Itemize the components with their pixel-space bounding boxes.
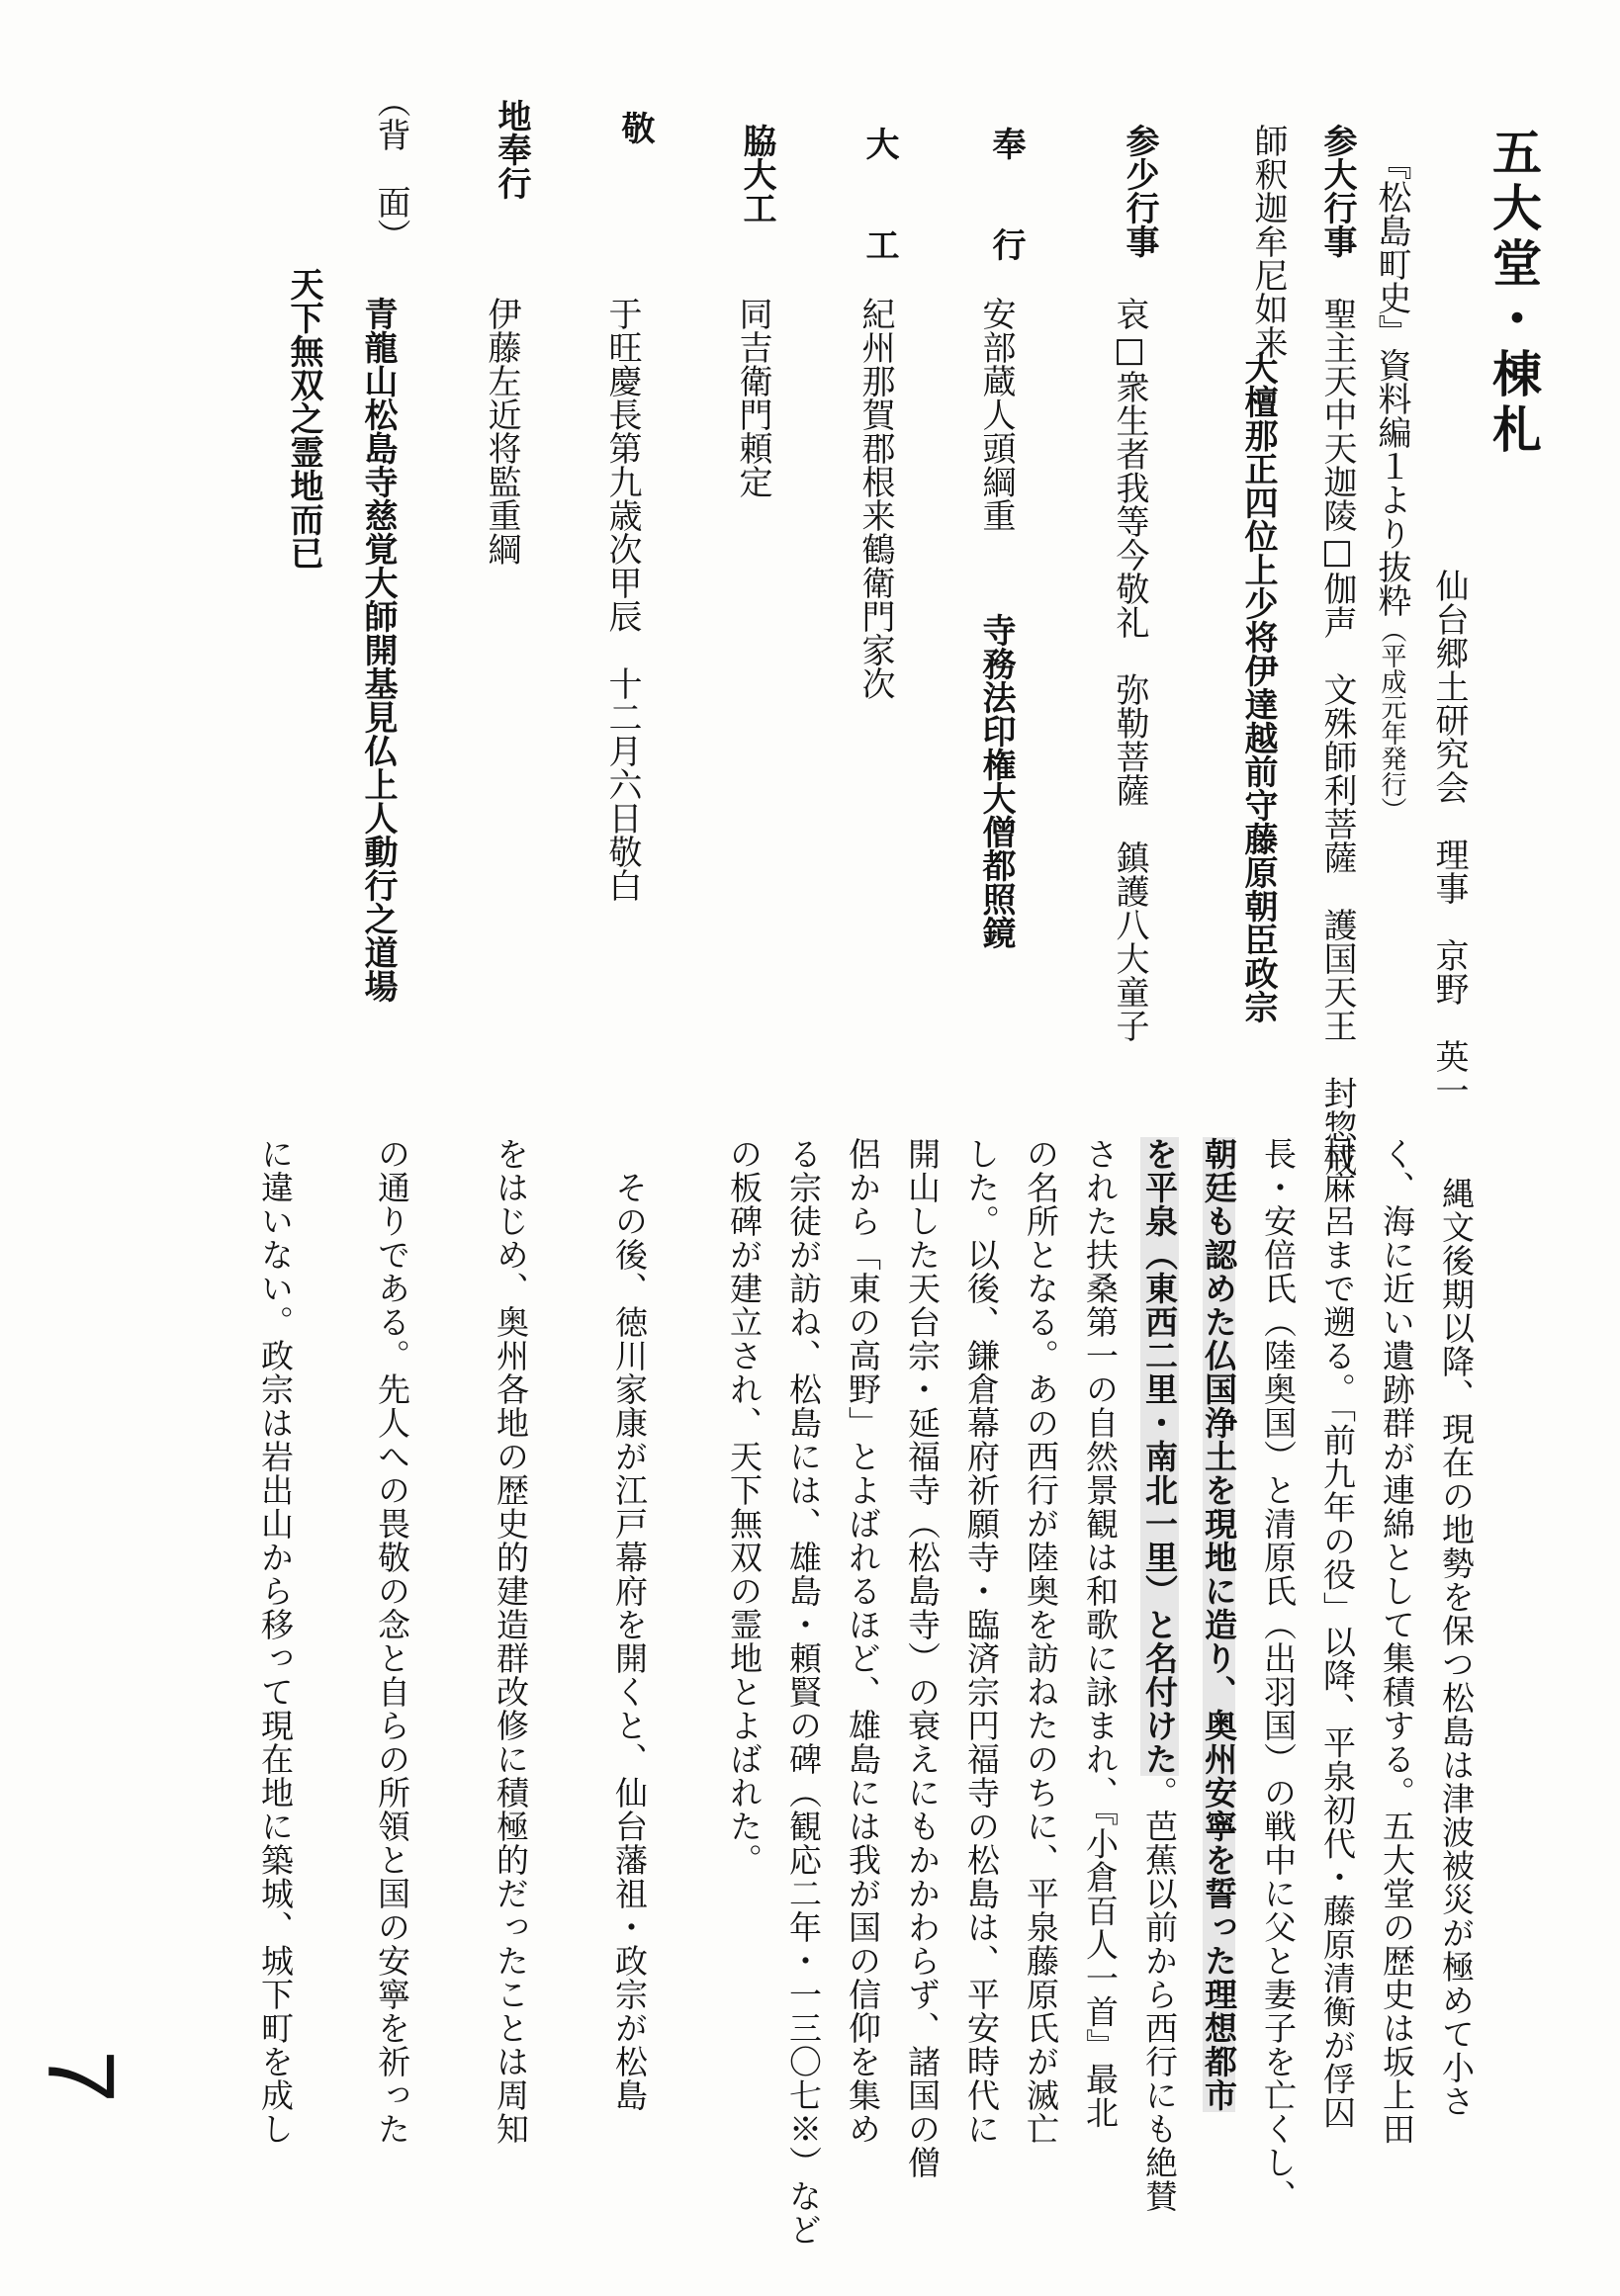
munafuda-label: 大 工 (859, 127, 899, 261)
essay-line: 開山した天台宗・延福寺（松島寺）の衰えにもかかわらず、諸国の僧 (903, 1137, 942, 2179)
source-line (1372, 146, 1411, 823)
munafuda-label: 脇大工 (737, 124, 776, 224)
munafuda-value: 大檀那正四位上少将伊達越前守藤原朝臣政宗 (1238, 351, 1278, 1023)
munafuda-label: 敬 (615, 111, 655, 144)
essay-line: 縄文後期以降、現在の地勢を保つ松島は津波被災が極めて小さ (1437, 1177, 1476, 2118)
essay-line: く、海に近い遺跡群が連綿として集積する。五大堂の歴史は坂上田 (1378, 1137, 1416, 2146)
munafuda-label: 師釈迦牟尼如来 (1248, 124, 1288, 359)
munafuda-label: 地奉行 (492, 99, 531, 200)
munafuda-value: 青龍山松島寺慈覚大師開基見仏上人動行之道場 (358, 297, 398, 1003)
essay-line: の板碑が建立され、天下無双の霊地とよばれた。 (725, 1137, 764, 1877)
munafuda-value: 紀州那賀郡根来鶴衛門家次 (855, 297, 895, 700)
essay-line-highlight: 朝廷も認めた仏国浄土を現地に造り、奥州安寧を誓った理想都市 (1200, 1137, 1238, 2112)
munafuda-value: 聖主天中天迦陵□伽声 文殊師利菩薩 護国天王 封惣戒 (1317, 297, 1357, 1177)
essay-line: る宗徒が訪ね、松島には、雄島・頼賢の碑（観応二年・一三〇七※）など (784, 1137, 823, 2247)
essay-line: 侶から「東の高野」とよばれるほど、雄島には我が国の信仰を集め (844, 1137, 882, 2146)
essay-line: その後、徳川家康が江戸幕府を開くと、仙台藩祖・政宗が松島 (610, 1137, 649, 2112)
essay-line: をはじめ、奥州各地の歴史的建造群改修に積極的だったことは周知 (492, 1137, 530, 2146)
essay-line: の名所となる。あの西行が陸奥を訪ねたのちに、平泉藤原氏が滅亡 (1022, 1137, 1060, 2146)
essay-line: の通りである。先人への畏敬の念と自らの所領と国の安寧を祈った (373, 1137, 411, 2146)
page-title: 五大堂・棟札 (1485, 127, 1543, 459)
essay-line: に違いない。政宗は岩出山から移って現在地に築城、城下町を成し (256, 1137, 295, 2146)
essay-text: 。芭蕉以前から西行にも絶賛 (1140, 1776, 1179, 2213)
munafuda-label: （背 面） (371, 84, 410, 252)
page-number: 7 (28, 2050, 135, 2103)
munafuda-value: 安部蔵人頭綱重 (976, 297, 1016, 532)
munafuda-value: 同吉衛門頼定 (733, 297, 772, 498)
munafuda-value: 于旺慶長第九歳次甲辰 十二月六日敬白 (602, 297, 642, 902)
munafuda-value: 天下無双之霊地而已 (284, 267, 323, 570)
source-title: 『松島町史』資料編１より抜粋 (1372, 146, 1411, 617)
essay-line: した。以後、鎌倉幕府祈願寺・臨済宗円福寺の松島は、平安時代に (962, 1137, 1001, 2146)
essay-line (1140, 1137, 1179, 2213)
essay-line: 長・安倍氏（陸奥国）と清原氏（出羽国）の戦中に父と妻子を亡くし、 (1259, 1137, 1298, 2213)
essay-highlight: を平泉（東西二里・南北一里）と名付けた (1140, 1137, 1179, 1776)
munafuda-label: 奉 行 (986, 127, 1026, 261)
munafuda-value: 寺務法印権大僧都照鏡 (976, 613, 1016, 949)
munafuda-label: 参少行事 (1120, 124, 1159, 258)
essay-line: された扶桑第一の自然景観は和歌に詠まれ、『小倉百人一首』最北 (1081, 1137, 1120, 2130)
essay-line: 村麻呂まで遡る。「前九年の役」以降、平泉初代・藤原清衡が俘囚 (1318, 1137, 1357, 2130)
munafuda-value: 伊藤左近将監重綱 (482, 297, 521, 566)
munafuda-label: 参大行事 (1317, 124, 1357, 258)
munafuda-value: 哀□衆生者我等今敬礼 弥勒菩薩 鎮護八大童子 (1110, 297, 1149, 1042)
author-line: 仙台郷土研究会 理事 京野 英一 (1429, 569, 1469, 1106)
source-note: （平成元年発行） (1377, 617, 1406, 823)
